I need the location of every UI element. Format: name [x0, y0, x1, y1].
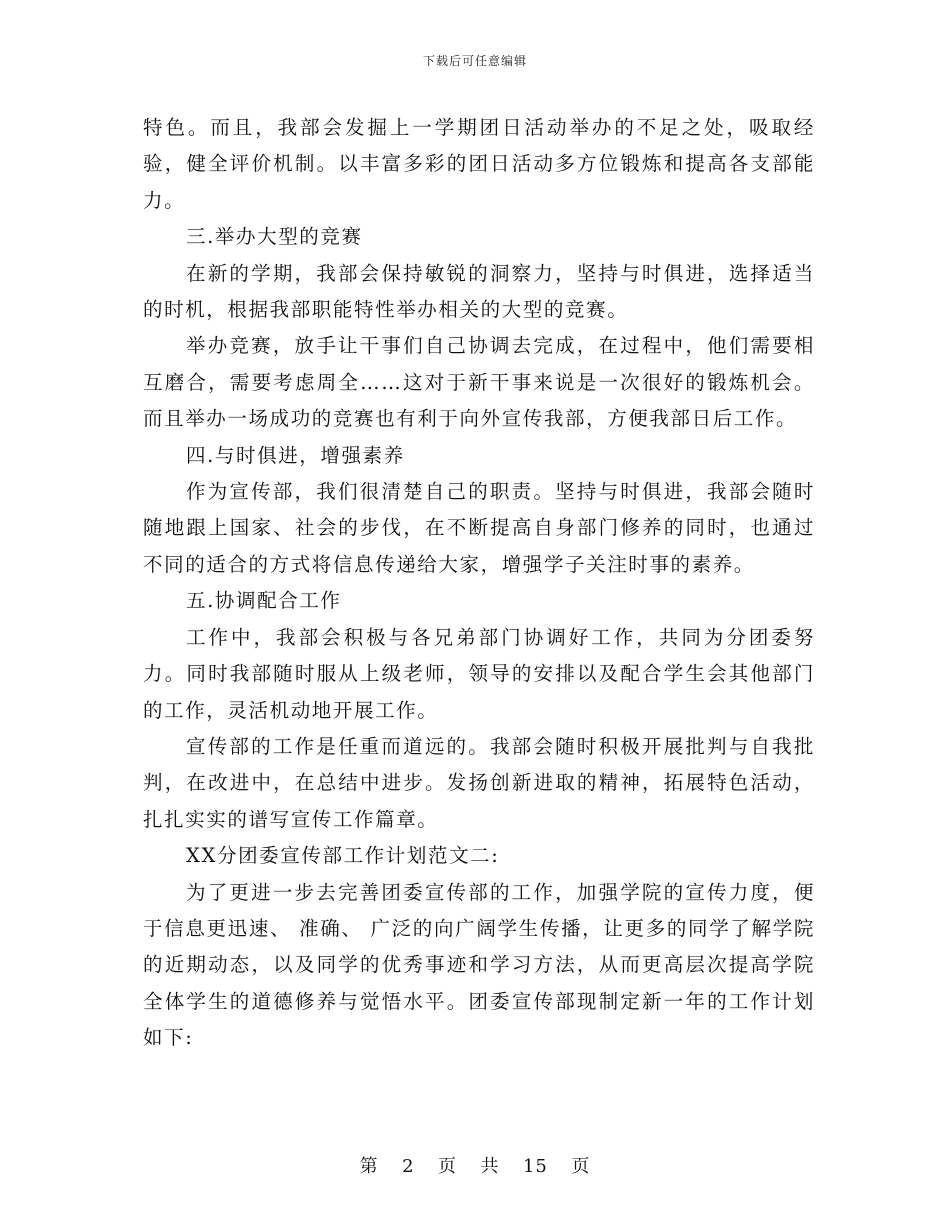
paragraph: 举办竞赛，放手让干事们自己协调去完成，在过程中，他们需要相互磨合，需要考虑周全……这对于新干事来说是一次很好的锻炼机会。而且举办一场成功的竞赛也有利于向外宣传我部，方便我部日后工作。 — [143, 334, 815, 431]
page-label-prefix: 第 — [359, 1156, 379, 1177]
section-heading: 四.与时俱进，增强素养 — [186, 443, 405, 467]
paragraph: 在新的学期，我部会保持敏锐的洞察力，坚持与时俱进，选择适当的时机，根据我部职能特性举办相关的大型的竞赛。 — [143, 261, 815, 322]
page-footer — [0, 1152, 950, 1178]
paragraph: 为了更进一步去完善团委宣传部的工作，加强学院的宣传力度，便于信息更迅速、 准确、 广泛的向广阔学生传播，让更多的同学了解学院的近期动态，以及同学的优秀事迹和学习方法，从而更高层次提高学院全体学生的道德修养与觉悟水平。团委宣传部现制定新一年的工作计划如下: — [143, 880, 815, 1050]
page-header — [0, 52, 950, 69]
section-heading: 五.协调配合工作 — [186, 589, 342, 613]
paragraph: 特色。而且，我部会发掘上一学期团日活动举办的不足之处，吸取经验，健全评价机制。以丰富多彩的团日活动多方位锻炼和提高各支部能力。 — [143, 116, 815, 212]
current-page-number: 2 — [402, 1156, 415, 1177]
section-heading: XX分团委宣传部工作计划范文二: — [186, 844, 500, 868]
header-text: 下载后可任意编辑 — [422, 54, 527, 68]
total-pages-number: 15 — [522, 1156, 548, 1177]
section-heading: 三.举办大型的竞赛 — [186, 225, 363, 249]
paragraph: 工作中，我部会积极与各兄弟部门协调好工作，共同为分团委努力。同时我部随时服从上级老师，领导的安排以及配合学生会其他部门的工作，灵活机动地开展工作。 — [143, 625, 815, 722]
total-label: 共 — [480, 1156, 500, 1177]
paragraph: 作为宣传部，我们很清楚自己的职责。坚持与时俱进，我部会随时随地跟上国家、社会的步伐，在不断提高自身部门修养的同时，也通过不同的适合的方式将信息传递给大家，增强学子关注时事的素养。 — [143, 480, 815, 576]
page-label-suffix: 页 — [571, 1156, 591, 1177]
paragraph: 宣传部的工作是任重而道远的。我部会随时积极开展批判与自我批判，在改进中，在总结中进步。发扬创新进取的精神，拓展特色活动，扎扎实实的谱写宣传工作篇章。 — [143, 734, 815, 831]
document-body — [143, 110, 815, 1057]
page-label-mid: 页 — [438, 1156, 458, 1177]
